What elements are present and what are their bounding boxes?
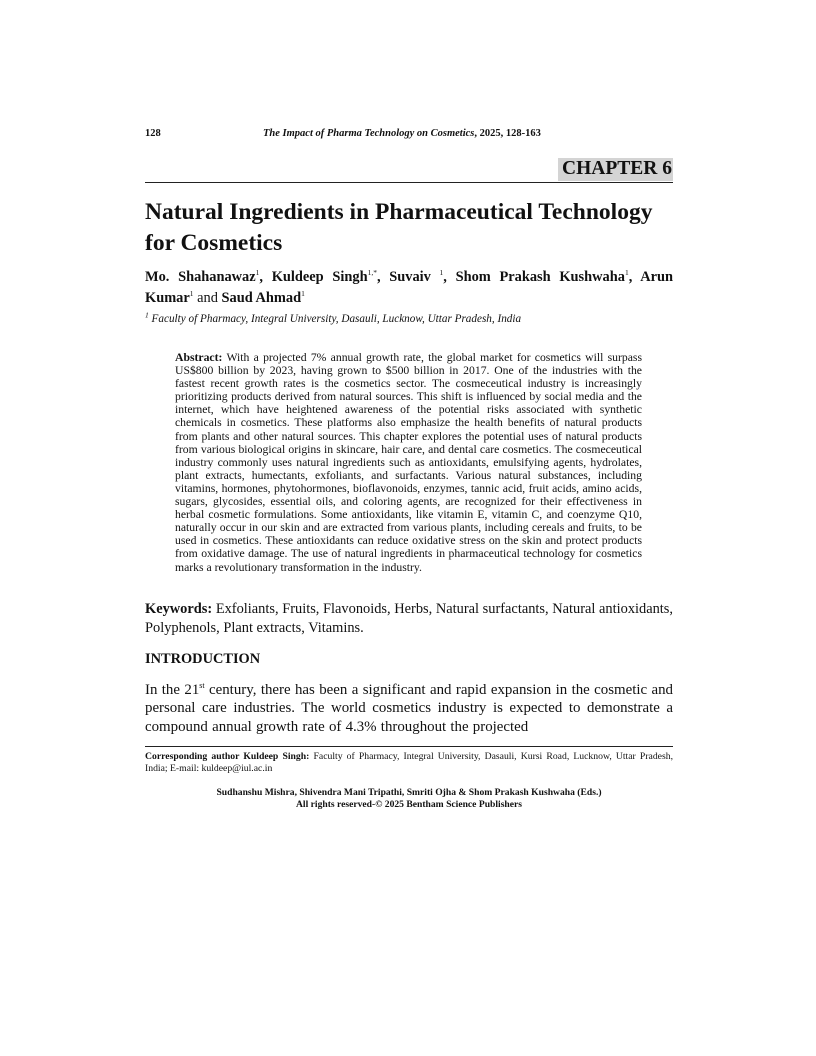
- affiliation: [145, 312, 673, 327]
- keywords-label: Keywords:: [145, 600, 213, 617]
- author-affil-mark: 1: [301, 289, 305, 299]
- corresponding-author-footnote: [145, 751, 673, 775]
- introduction-paragraph: [145, 681, 673, 737]
- abstract-text: With a projected 7% annual growth rate, the global market for cosmetics will surpass US$800 billion by 2023, having grown to $500 billion in 2017. One of the industries with the fastest recent growth rates is the cosmetics sector. The cosmeceutical industry is increasingly prioritizing products derived from natural sources. This shift is influenced by social media and the internet, which have heightened awareness of the potential risks associated with synthetic chemicals in cosmetics. These platforms also emphasize the health benefits of natural products from plants and other natural sources. This chapter explores the potential uses of natural products from various biological origins in skincare, hair care, and dental care cosmetics. The cosmeceutical industry commonly uses natural ingredients such as antioxidants, emulsifying agents, hydrolates, plant extracts, humectants, exfoliants, and surfactants. Various natural substances, including vitamins, hormones, phytohormones, bioflavonoids, enzymes, tannic acid, fruit acids, amino acids, sugars, glycosides, essential oils, and coloring agents, are recognized for their effectiveness in herbal cosmetic formulations. Some antioxidants, like vitamin E, vitamin C, and coenzyme Q10, naturally occur in our skin and are extracted from various plants, including cereals and fruits, to be used in cosmetics. These antioxidants can reduce oxidative stress on the skin and protect products from oxidative damage. The use of natural ingredients in pharmaceutical technology for cosmetics marks a revolutionary transformation in the industry.: [175, 351, 642, 574]
- author-name: Suvaiv: [389, 269, 431, 285]
- author-affil-mark: 1,*: [367, 268, 377, 278]
- author-affil-mark: 1: [624, 268, 629, 278]
- author-name: Kuldeep Singh: [271, 269, 368, 285]
- section-heading: INTRODUCTION: [145, 650, 261, 667]
- author-list: Mo. Shahanawaz$^1$, Kuldeep Singh$^{1,*}$, Suvaiv $^1$, Shom Prakash Kushwaha$^1$, Arun Kumar$^1$ and Saud Ahmad$^1$: [145, 268, 673, 306]
- affiliation-mark: 1: [145, 310, 149, 320]
- author-affil-mark: 1: [439, 268, 444, 278]
- keywords: [145, 600, 673, 638]
- abstract-label: Abstract:: [175, 351, 223, 364]
- page: [145, 128, 673, 811]
- author-name: Shom Prakash Kushwaha: [455, 269, 625, 285]
- footnote-text: Faculty of Pharmacy, Integral University, Dasauli, Kursi Road, Lucknow, Uttar Pradesh, India; E-mail: kuldeep@iul.ac.in: [145, 750, 673, 774]
- keywords-text: Exfoliants, Fruits, Flavonoids, Herbs, Natural surfactants, Natural antioxidants, Polyphenols, Plant extracts, Vitamins.: [145, 600, 673, 636]
- author-name: Arun Kumar: [145, 269, 673, 306]
- author-affil-mark: 1: [189, 289, 194, 299]
- journal-title: The Impact of Pharma Technology on Cosmetics: [263, 128, 475, 139]
- footnote-label: Corresponding author Kuldeep Singh:: [145, 750, 310, 762]
- copyright-line: All rights reserved-© 2025 Bentham Science Publishers: [295, 798, 523, 810]
- author-name: Saud Ahmad: [221, 290, 302, 306]
- citation-range: , 2025, 128-163: [474, 128, 541, 139]
- page-number: 128: [145, 128, 161, 139]
- author-affil-mark: 1: [255, 268, 260, 278]
- affiliation-text: Faculty of Pharmacy, Integral University, Dasauli, Lucknow, Uttar Pradesh, India: [151, 313, 522, 325]
- running-head: [145, 128, 673, 144]
- article-title: Natural Ingredients in Pharmaceutical Technology for Cosmetics: [145, 199, 653, 256]
- editors-line: Sudhanshu Mishra, Shivendra Mani Tripathi, Smriti Ojha & Shom Prakash Kushwaha (Eds.): [216, 786, 602, 798]
- intro-text-rest: century, there has been a significant and rapid expansion in the cosmetic and personal care industries. The world cosmetics industry is expected to demonstrate a compound annual growth rate of 4.3% throughout the projected: [145, 681, 673, 736]
- ordinal-suffix: st: [199, 680, 205, 690]
- footnote-divider: [145, 746, 673, 747]
- chapter-header: [145, 158, 673, 183]
- editors-block: [145, 787, 673, 811]
- intro-text-start: In the 21: [145, 681, 200, 698]
- author-conjunction: and: [197, 290, 218, 306]
- author-name: Mo. Shahanawaz: [145, 269, 256, 285]
- chapter-label: CHAPTER 6: [558, 158, 673, 181]
- journal-citation: [263, 128, 541, 139]
- abstract: [175, 351, 642, 574]
